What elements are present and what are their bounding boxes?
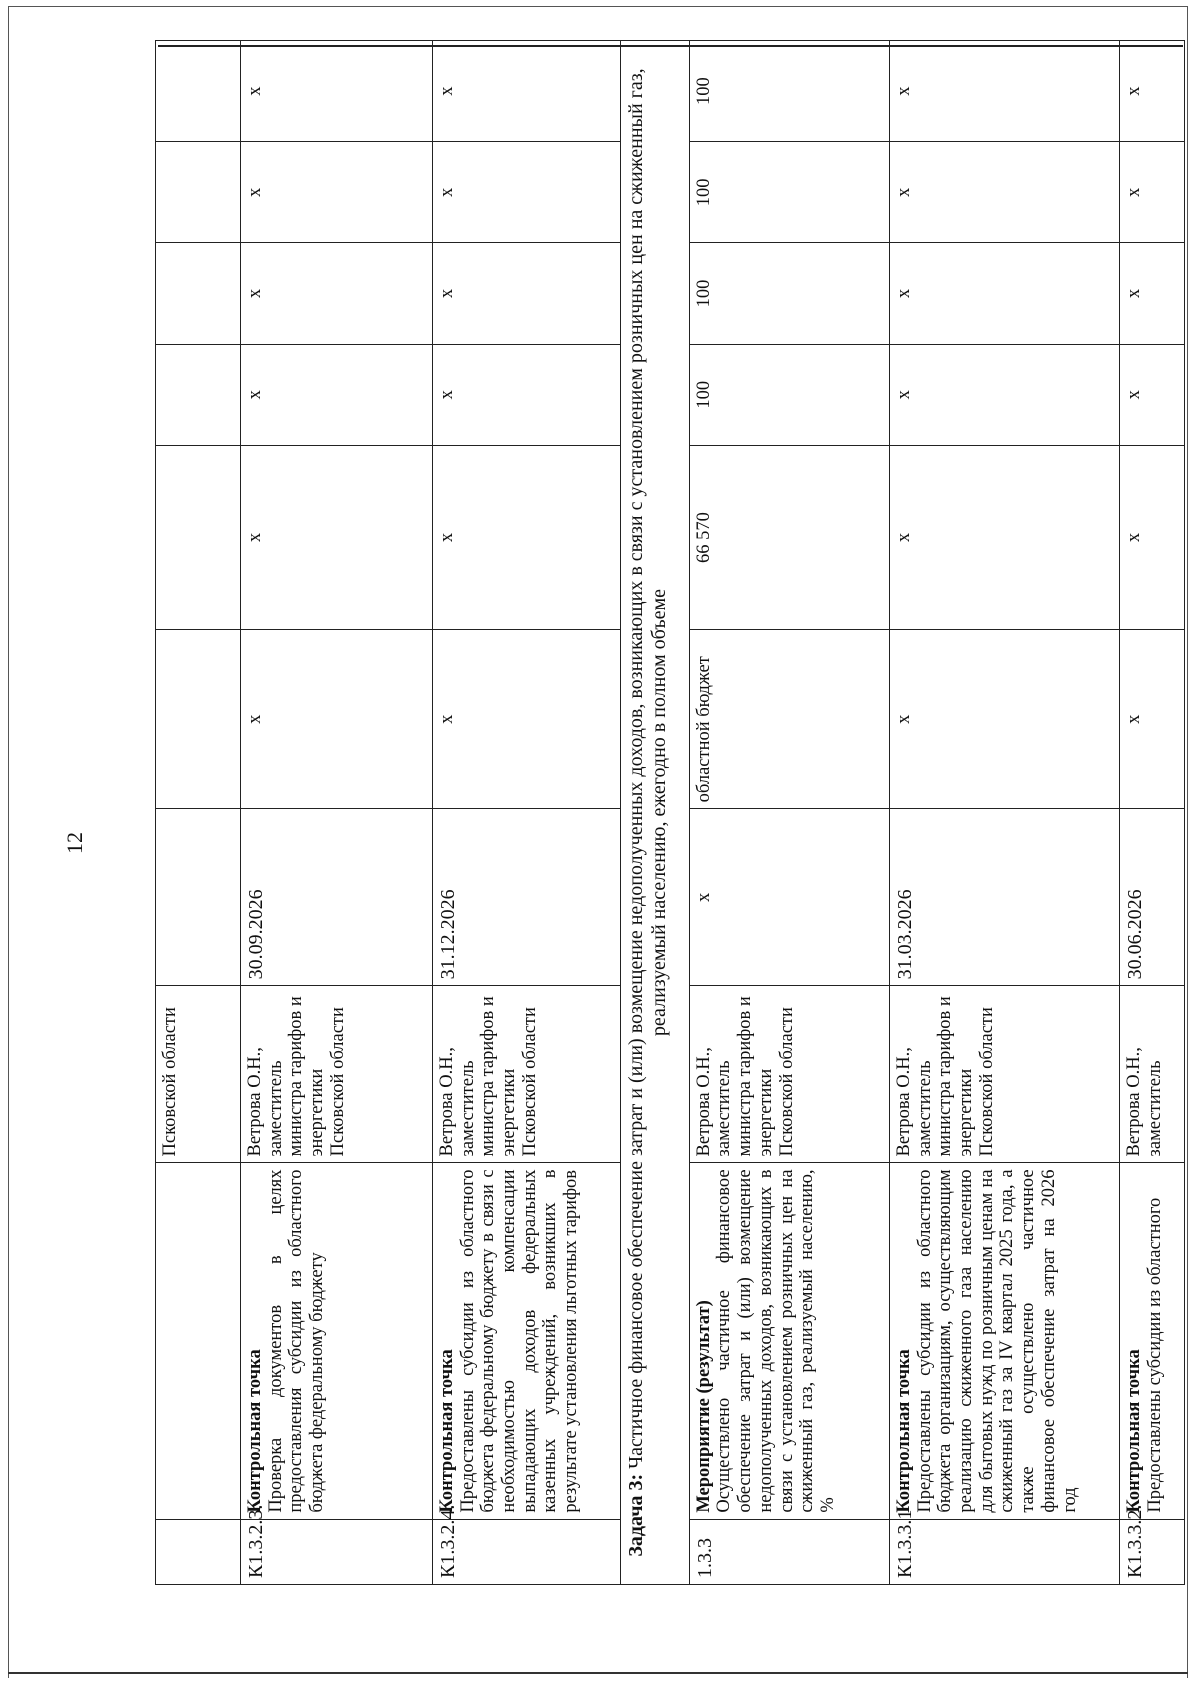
value-cell [156,142,241,243]
amount-cell [156,445,241,629]
amount-cell: x [432,445,620,629]
date-cell: 30.06.2026 [1120,809,1185,986]
description-cell [889,1163,1119,1519]
row-title: Контрольная точка [1124,1349,1145,1513]
page-number: 12 [62,832,87,854]
value-cell: 100 [689,344,889,445]
value-cell: 100 [689,41,889,142]
row-title: Контрольная точка [893,1349,914,1513]
task-cell [621,41,689,1585]
responsible-cell: Ветрова О.Н., заместитель министра тарифов и энергетики Псковской области [689,986,889,1163]
amount-cell: 66 570 [689,445,889,629]
source-cell: x [1120,630,1185,809]
description-cell [1120,1163,1185,1519]
value-cell: x [240,142,432,243]
row-text: Предоставлены субсидии из областного бюджета федеральному бюджету в связи с необходимостью компенсации выпадающих доходов федеральных казенных учреждений, возникших в результате установления льготных тарифов [457,1169,582,1513]
source-cell: областной бюджет [689,630,889,809]
value-cell: x [432,142,620,243]
code-cell: К1.3.2.4. [432,1519,620,1584]
value-cell: x [889,344,1119,445]
table-row [156,41,241,1585]
source-cell: x [240,630,432,809]
table-row [1120,41,1185,1585]
task-row [621,41,689,1585]
source-cell [156,630,241,809]
row-text: Предоставлены субсидии из областного [1144,1197,1165,1513]
date-cell: x [689,809,889,986]
amount-cell: x [889,445,1119,629]
value-cell: x [889,142,1119,243]
responsible-cell: Ветрова О.Н., заместитель министра тарифов и энергетики Псковской области [240,986,432,1163]
value-cell: 100 [689,243,889,344]
description-cell [689,1163,889,1519]
row-title: Контрольная точка [244,1349,265,1513]
value-cell: x [240,41,432,142]
date-cell: 31.03.2026 [889,809,1119,986]
value-cell [156,243,241,344]
responsible-cell: Ветрова О.Н., заместитель министра тарифов и энергетики Псковской области [889,986,1119,1163]
table-row [889,41,1119,1585]
value-cell: x [889,41,1119,142]
code-cell: К1.3.3.1 [889,1519,1119,1584]
amount-cell: x [1120,445,1185,629]
source-cell: x [889,630,1119,809]
row-title: Мероприятие (результат) [693,1300,714,1513]
date-cell: 30.09.2026 [240,809,432,986]
row-text: Предоставлены субсидии из областного бюджета организациям, осуществляющим реализацию сжиженного газа населению для бытовых нужд по розничным ценам на сжиженный газ за IV квартал 2025 года, а также осуществлено частичное финансовое обеспечение затрат на 2026 год [914,1169,1080,1513]
page-bottom-edge [8,1672,1188,1674]
row-title: Контрольная точка [436,1349,457,1513]
description-cell [432,1163,620,1519]
responsible-cell: Ветрова О.Н., заместитель министра тарифов и энергетики Псковской области [432,986,620,1163]
code-cell: К1.3.2.3. [240,1519,432,1584]
date-cell: 31.12.2026 [432,809,620,986]
rotated-table-container [155,40,1185,1585]
value-cell: x [432,41,620,142]
responsible-cell: Псковской области [156,986,241,1163]
value-cell: x [240,243,432,344]
table-row [432,41,620,1585]
responsible-cell: Ветрова О.Н., заместитель [1120,986,1185,1163]
value-cell [156,344,241,445]
table-row [240,41,432,1585]
description-cell [240,1163,432,1519]
source-cell: x [432,630,620,809]
value-cell [156,41,241,142]
row-text: Осуществлено частичное финансовое обеспечение затрат и (или) возмещение недополученных доходов, возникающих в связи с установлением розничных цен на сжиженный газ, реализуемый населению, % [714,1169,838,1513]
value-cell: x [1120,344,1185,445]
activities-table [155,40,1185,1585]
code-cell: К1.3.3.2. [1120,1519,1185,1584]
task-label: Задача 3: [625,1473,648,1557]
value-cell: x [1120,243,1185,344]
task-text: Частичное финансовое обеспечение затрат и (или) возмещение недополученных доходов, возникающих в связи с установлением розничных цен на сжиженный газ, реализуемый населению, ежегодно в полном объеме [625,68,670,1469]
description-cell [156,1163,241,1519]
row-text: Проверка документов в целях предоставления субсидии из областного бюджета федеральному бюджету [265,1169,327,1513]
value-cell: x [240,344,432,445]
code-cell [156,1519,241,1584]
value-cell: x [889,243,1119,344]
value-cell: x [1120,41,1185,142]
table-row [689,41,889,1585]
value-cell: x [432,344,620,445]
value-cell: x [1120,142,1185,243]
amount-cell: x [240,445,432,629]
code-cell: 1.3.3 [689,1519,889,1584]
date-cell [156,809,241,986]
value-cell: x [432,243,620,344]
value-cell: 100 [689,142,889,243]
